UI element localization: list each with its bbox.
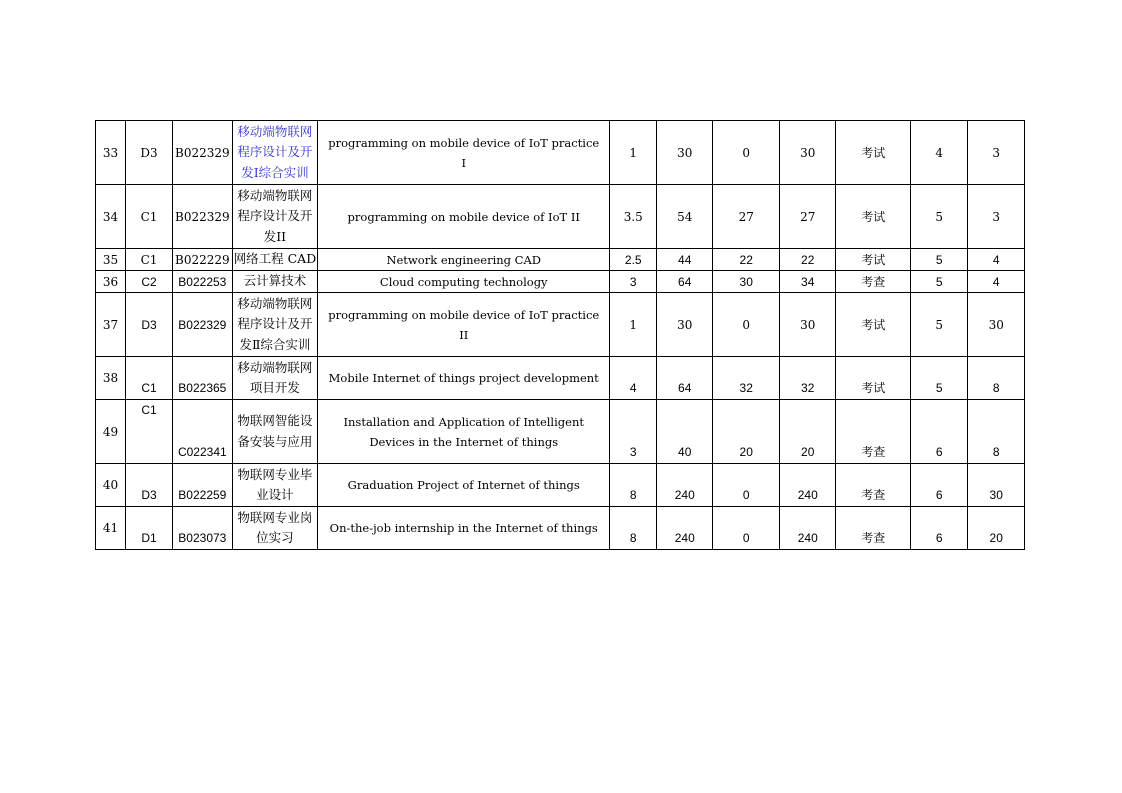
course-theory-hours: 0: [713, 507, 780, 550]
course-code: B022229: [173, 249, 233, 271]
course-assessment: 考查: [836, 271, 911, 293]
course-chinese-name: 网络工程 CAD: [232, 249, 318, 271]
course-number: 36: [96, 271, 126, 293]
course-theory-hours: 30: [713, 271, 780, 293]
course-practice-hours: 32: [780, 357, 836, 400]
course-total-hours: 40: [657, 400, 713, 464]
course-practice-hours: 240: [780, 464, 836, 507]
course-total-hours: 64: [657, 357, 713, 400]
course-total-hours: 240: [657, 464, 713, 507]
course-type: C1: [126, 185, 173, 249]
course-number: 37: [96, 293, 126, 357]
course-code: B022329: [173, 293, 233, 357]
course-credit: 1: [610, 293, 657, 357]
course-assessment: 考试: [836, 121, 911, 185]
course-theory-hours: 22: [713, 249, 780, 271]
course-english-name: programming on mobile device of IoT practice II: [318, 293, 610, 357]
table-row: [96, 400, 1025, 464]
course-weeks: 30: [968, 464, 1025, 507]
course-total-hours: 30: [657, 121, 713, 185]
course-assessment: 考试: [836, 185, 911, 249]
course-english-name: On-the-job internship in the Internet of things: [318, 507, 610, 550]
course-practice-hours: 27: [780, 185, 836, 249]
course-type: C1: [126, 357, 173, 400]
course-number: 33: [96, 121, 126, 185]
course-english-name: Network engineering CAD: [318, 249, 610, 271]
course-weeks: 4: [968, 271, 1025, 293]
course-code: B022329: [173, 121, 233, 185]
course-credit: 8: [610, 464, 657, 507]
course-credit: 8: [610, 507, 657, 550]
course-semester: 5: [911, 185, 968, 249]
course-total-hours: 44: [657, 249, 713, 271]
course-theory-hours: 20: [713, 400, 780, 464]
course-assessment: 考试: [836, 293, 911, 357]
course-semester: 6: [911, 507, 968, 550]
course-theory-hours: 0: [713, 293, 780, 357]
course-assessment: 考查: [836, 464, 911, 507]
course-weeks: 3: [968, 185, 1025, 249]
course-weeks: 20: [968, 507, 1025, 550]
course-weeks: 3: [968, 121, 1025, 185]
course-assessment: 考试: [836, 249, 911, 271]
course-credit: 1: [610, 121, 657, 185]
course-weeks: 30: [968, 293, 1025, 357]
course-chinese-name: 物联网专业毕业设计: [232, 464, 318, 507]
course-english-name: Mobile Internet of things project development: [318, 357, 610, 400]
course-theory-hours: 27: [713, 185, 780, 249]
course-code: B022365: [173, 357, 233, 400]
course-chinese-name: 云计算技术: [232, 271, 318, 293]
course-type: C1: [126, 400, 173, 464]
course-english-name: programming on mobile device of IoT II: [318, 185, 610, 249]
table-row: [96, 293, 1025, 357]
course-english-name: Graduation Project of Internet of things: [318, 464, 610, 507]
table-row: [96, 464, 1025, 507]
course-total-hours: 240: [657, 507, 713, 550]
course-semester: 6: [911, 464, 968, 507]
course-semester: 5: [911, 249, 968, 271]
course-type: C2: [126, 271, 173, 293]
course-practice-hours: 20: [780, 400, 836, 464]
course-number: 38: [96, 357, 126, 400]
course-assessment: 考试: [836, 357, 911, 400]
table-row: [96, 357, 1025, 400]
course-number: 40: [96, 464, 126, 507]
course-weeks: 4: [968, 249, 1025, 271]
course-practice-hours: 34: [780, 271, 836, 293]
course-chinese-name-link[interactable]: 移动端物联网程序设计及开发Ⅰ综合实训: [232, 121, 318, 185]
course-code: B022259: [173, 464, 233, 507]
table-row: [96, 271, 1025, 293]
course-semester: 5: [911, 271, 968, 293]
course-semester: 6: [911, 400, 968, 464]
course-chinese-name: 物联网专业岗位实习: [232, 507, 318, 550]
course-weeks: 8: [968, 357, 1025, 400]
course-theory-hours: 32: [713, 357, 780, 400]
course-weeks: 8: [968, 400, 1025, 464]
course-english-name: Cloud computing technology: [318, 271, 610, 293]
course-code: B023073: [173, 507, 233, 550]
course-chinese-name: 移动端物联网程序设计及开发ⅠⅠ: [232, 185, 318, 249]
course-credit: 4: [610, 357, 657, 400]
course-assessment: 考查: [836, 400, 911, 464]
course-type: D3: [126, 293, 173, 357]
course-table: [95, 120, 1025, 550]
course-credit: 3.5: [610, 185, 657, 249]
course-number: 34: [96, 185, 126, 249]
course-code: B022253: [173, 271, 233, 293]
course-total-hours: 64: [657, 271, 713, 293]
course-credit: 3: [610, 400, 657, 464]
course-number: 49: [96, 400, 126, 464]
course-practice-hours: 30: [780, 121, 836, 185]
course-semester: 4: [911, 121, 968, 185]
table-row: [96, 507, 1025, 550]
course-chinese-name: 移动端物联网项目开发: [232, 357, 318, 400]
course-semester: 5: [911, 357, 968, 400]
course-english-name: programming on mobile device of IoT practice I: [318, 121, 610, 185]
table-row: [96, 121, 1025, 185]
course-chinese-name: 移动端物联网程序设计及开发Ⅱ综合实训: [232, 293, 318, 357]
course-type: D3: [126, 464, 173, 507]
course-chinese-name: 物联网智能设备安装与应用: [232, 400, 318, 464]
course-assessment: 考查: [836, 507, 911, 550]
table-row: [96, 185, 1025, 249]
course-code: C022341: [173, 400, 233, 464]
course-english-name: Installation and Application of Intelligent Devices in the Internet of things: [318, 400, 610, 464]
course-number: 41: [96, 507, 126, 550]
course-practice-hours: 240: [780, 507, 836, 550]
course-number: 35: [96, 249, 126, 271]
course-practice-hours: 30: [780, 293, 836, 357]
course-credit: 2.5: [610, 249, 657, 271]
course-code: B022329: [173, 185, 233, 249]
course-semester: 5: [911, 293, 968, 357]
course-type: D3: [126, 121, 173, 185]
course-type: C1: [126, 249, 173, 271]
course-practice-hours: 22: [780, 249, 836, 271]
course-theory-hours: 0: [713, 464, 780, 507]
course-total-hours: 30: [657, 293, 713, 357]
course-theory-hours: 0: [713, 121, 780, 185]
table-row: [96, 249, 1025, 271]
course-credit: 3: [610, 271, 657, 293]
course-total-hours: 54: [657, 185, 713, 249]
course-type: D1: [126, 507, 173, 550]
